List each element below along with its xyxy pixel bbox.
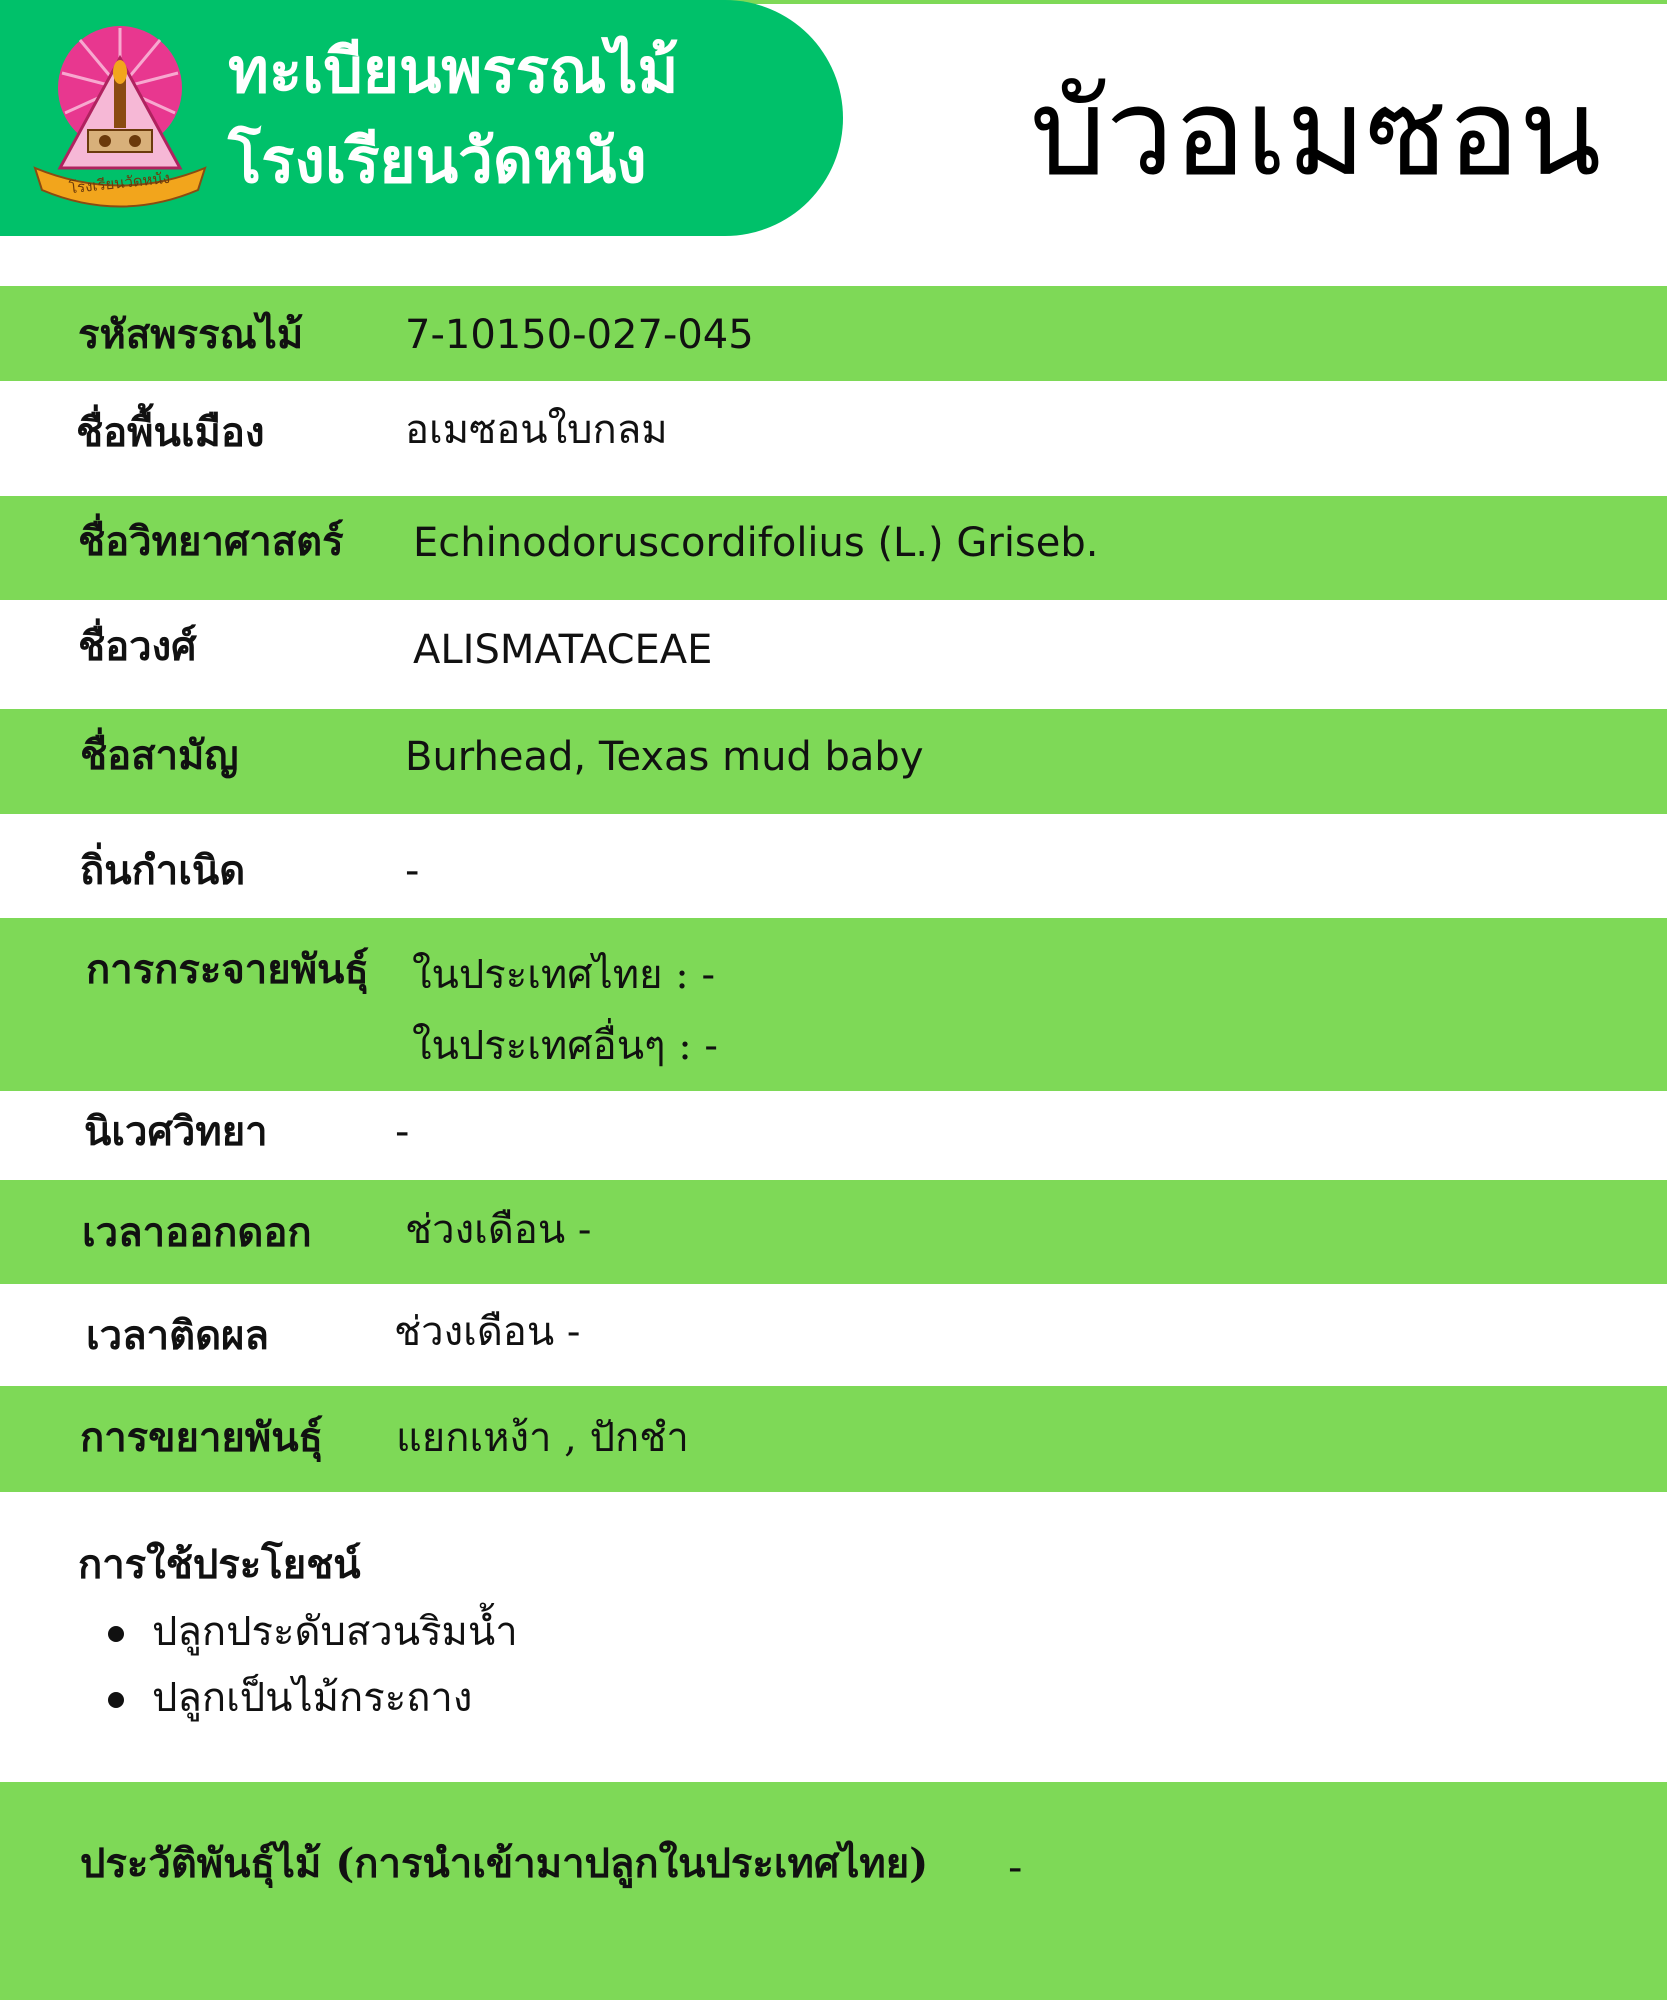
value-distribution-thailand: ในประเทศไทย : - — [412, 952, 716, 998]
label-propagation: การขยายพันธุ์ — [80, 1414, 323, 1461]
band-history — [0, 1782, 1667, 2000]
label-family: ชื่อวงศ์ — [78, 623, 197, 670]
value-distribution-other: ในประเทศอื่นๆ : - — [412, 1023, 718, 1069]
value-history: - — [1008, 1845, 1023, 1891]
label-flowering-time: เวลาออกดอก — [82, 1209, 312, 1256]
label-origin: ถิ่นกำเนิด — [80, 847, 246, 894]
value-flowering-time: ช่วงเดือน - — [405, 1207, 592, 1253]
label-local-name: ชื่อพื้นเมือง — [76, 409, 265, 456]
label-distribution: การกระจายพันธุ์ — [86, 946, 369, 993]
value-family: ALISMATACEAE — [413, 627, 713, 673]
label-uses: การใช้ประโยชน์ — [78, 1541, 361, 1588]
label-common-name: ชื่อสามัญ — [80, 732, 239, 779]
use-item: ปลูกประดับสวนริมน้ำ — [152, 1609, 518, 1655]
bullet-dot — [108, 1692, 124, 1708]
registry-title: ทะเบียนพรรณไม้ — [228, 34, 679, 107]
value-local-name: อเมซอนใบกลม — [405, 407, 668, 453]
value-origin: - — [405, 848, 420, 894]
value-scientific-name: Echinodoruscordifolius (L.) Griseb. — [413, 520, 1099, 566]
value-fruiting-time: ช่วงเดือน - — [394, 1309, 581, 1355]
label-ecology: นิเวศวิทยา — [84, 1108, 268, 1155]
band-distribution — [0, 918, 1667, 1091]
value-ecology: - — [395, 1109, 410, 1155]
value-common-name: Burhead, Texas mud baby — [405, 734, 924, 780]
plant-name-title: บัวอเมซอน — [1030, 64, 1602, 203]
value-plant-code: 7-10150-027-045 — [405, 312, 754, 358]
label-history: ประวัติพันธุ์ไม้ (การนำเข้ามาปลูกในประเทศไทย) — [80, 1840, 929, 1887]
logo-ribbon-text: โรงเรียนวัดหนัง — [68, 168, 171, 198]
use-item: ปลูกเป็นไม้กระถาง — [152, 1675, 473, 1721]
label-fruiting-time: เวลาติดผล — [86, 1312, 270, 1359]
bullet-dot — [108, 1626, 124, 1642]
header-banner — [0, 0, 843, 236]
label-scientific-name: ชื่อวิทยาศาสตร์ — [78, 518, 344, 565]
school-logo — [30, 18, 210, 218]
label-plant-code: รหัสพรรณไม้ — [78, 311, 304, 358]
school-name: โรงเรียนวัดหนัง — [228, 124, 647, 197]
value-propagation: แยกเหง้า , ปักชำ — [396, 1415, 689, 1461]
